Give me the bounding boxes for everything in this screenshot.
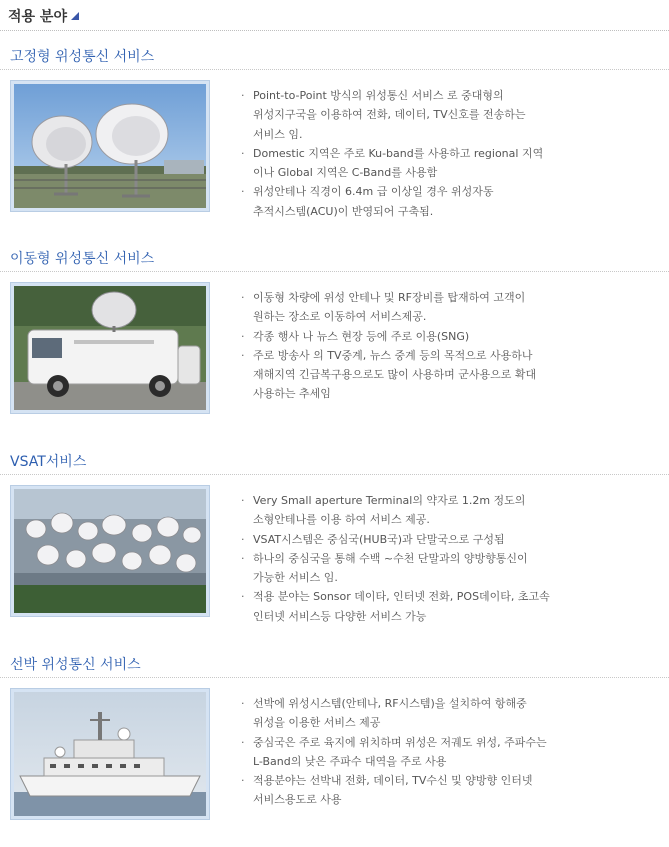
list-item-line: 인터넷 서비스등 다양한 서비스 가능: [253, 609, 427, 623]
list-item-line: 서비스용도로 사용: [253, 793, 342, 807]
bullet-list: [237, 694, 657, 810]
list-item-line: 원하는 장소로 이동하여 서비스제공.: [253, 310, 427, 324]
ship-satellite-photo: [14, 692, 206, 816]
vsat-dishes-photo: [14, 489, 206, 613]
bullet-icon: ·: [241, 89, 245, 102]
list-item-line: 재해지역 긴급복구용으로도 많이 사용하며 군사용으로 확대: [253, 368, 537, 382]
bullet-list: [237, 288, 657, 404]
list-item-line: 위성을 이용한 서비스 제공: [253, 716, 381, 730]
bullet-icon: ·: [241, 551, 245, 565]
section-title: VSAT서비스: [10, 454, 87, 470]
list-item: [237, 327, 657, 346]
section-divider: [0, 271, 669, 272]
list-item-line: Very Small aperture Terminal의 약자로 1.2m 정도의: [253, 494, 526, 507]
list-item: [237, 491, 657, 530]
bullet-list: [237, 491, 657, 626]
list-item-line: 적용분야는 선박내 전화, 데이터, TV수신 및 양방향 인터넷: [253, 774, 533, 788]
list-item: [237, 144, 657, 183]
page-title: [8, 6, 79, 26]
section-photo-frame: [10, 282, 210, 414]
bullet-icon: ·: [241, 291, 245, 304]
list-item: [237, 346, 657, 404]
corner-triangle-icon: [71, 12, 79, 20]
list-item: [237, 288, 657, 327]
list-item-line: Point-to-Point 방식의 위성통신 서비스 로 중대형의: [253, 89, 504, 102]
bullet-icon: ·: [241, 735, 245, 749]
section-photo-frame: [10, 485, 210, 617]
list-item: [237, 86, 657, 144]
list-item-line: 위성안테나 직경이 6.4m 급 이상일 경우 위성자동: [253, 185, 494, 199]
list-item: [237, 694, 657, 733]
bullet-icon: ·: [241, 348, 245, 362]
list-item: [237, 549, 657, 588]
section-divider: [0, 474, 669, 475]
list-item-line: 가능한 서비스 임.: [253, 571, 338, 585]
section-photo-frame: [10, 688, 210, 820]
title-divider: [0, 30, 669, 31]
bullet-icon: ·: [241, 532, 245, 546]
list-item-line: 이나 Global 지역은 C-Band를 사용함: [253, 166, 438, 180]
list-item-line: 추적시스템(ACU)이 반영되어 구축됨.: [253, 204, 434, 218]
list-item-line: 선박에 위성시스템(안테나, RF시스템)을 설치하여 항해중: [253, 697, 527, 710]
sng-van-photo: [14, 286, 206, 410]
list-item-line: 주로 방송사 의 TV중계, 뉴스 중계 등의 목적으로 사용하나: [253, 348, 533, 362]
list-item: [237, 733, 657, 772]
list-item-line: 소형안테나를 이용 하여 서비스 제공.: [253, 513, 430, 527]
bullet-icon: ·: [241, 146, 245, 160]
list-item-line: 사용하는 추세임: [253, 387, 331, 401]
section-photo-frame: [10, 80, 210, 212]
list-item: [237, 771, 657, 810]
list-item-line: 이동형 차량에 위성 안테나 및 RF장비를 탑재하여 고객이: [253, 291, 526, 304]
bullet-icon: ·: [241, 329, 245, 343]
list-item-line: 각종 행사 나 뉴스 현장 등에 주로 이용(SNG): [253, 329, 470, 343]
section-title: 고정형 위성통신 서비스: [10, 49, 155, 65]
section-title: 이동형 위성통신 서비스: [10, 251, 155, 267]
list-item-line: 적용 분야는 Sonsor 데이타, 인터넷 전화, POS데이타, 초고속: [253, 590, 550, 604]
list-item-line: 위성지구국을 이용하여 전화, 데이터, TV신호를 전송하는: [253, 108, 526, 122]
bullet-list: [237, 86, 657, 221]
bullet-icon: ·: [241, 590, 245, 604]
list-item-line: 하나의 중심국을 통해 수백 ~수천 단말과의 양방향통신이: [253, 551, 528, 565]
section-divider: [0, 677, 669, 678]
list-item: [237, 530, 657, 549]
bullet-icon: ·: [241, 774, 245, 788]
list-item-line: 서비스 임.: [253, 127, 303, 141]
page-title-text: 적용 분야: [8, 9, 67, 25]
section-divider: [0, 69, 669, 70]
fixed-satellite-dish-photo: [14, 84, 206, 208]
list-item-line: Domestic 지역은 주로 Ku-band를 사용하고 regional 지역: [253, 146, 544, 160]
list-item-line: 중심국은 주로 육지에 위치하며 위성은 저궤도 위성, 주파수는: [253, 735, 547, 749]
list-item-line: L-Band의 낮은 주파수 대역을 주로 사용: [253, 754, 447, 768]
list-item-line: VSAT시스템은 중심국(HUB국)과 단말국으로 구성됨: [253, 532, 505, 546]
section-title: 선박 위성통신 서비스: [10, 657, 141, 673]
list-item: [237, 587, 657, 626]
bullet-icon: ·: [241, 185, 245, 199]
bullet-icon: ·: [241, 494, 245, 507]
list-item: [237, 182, 657, 221]
bullet-icon: ·: [241, 697, 245, 710]
